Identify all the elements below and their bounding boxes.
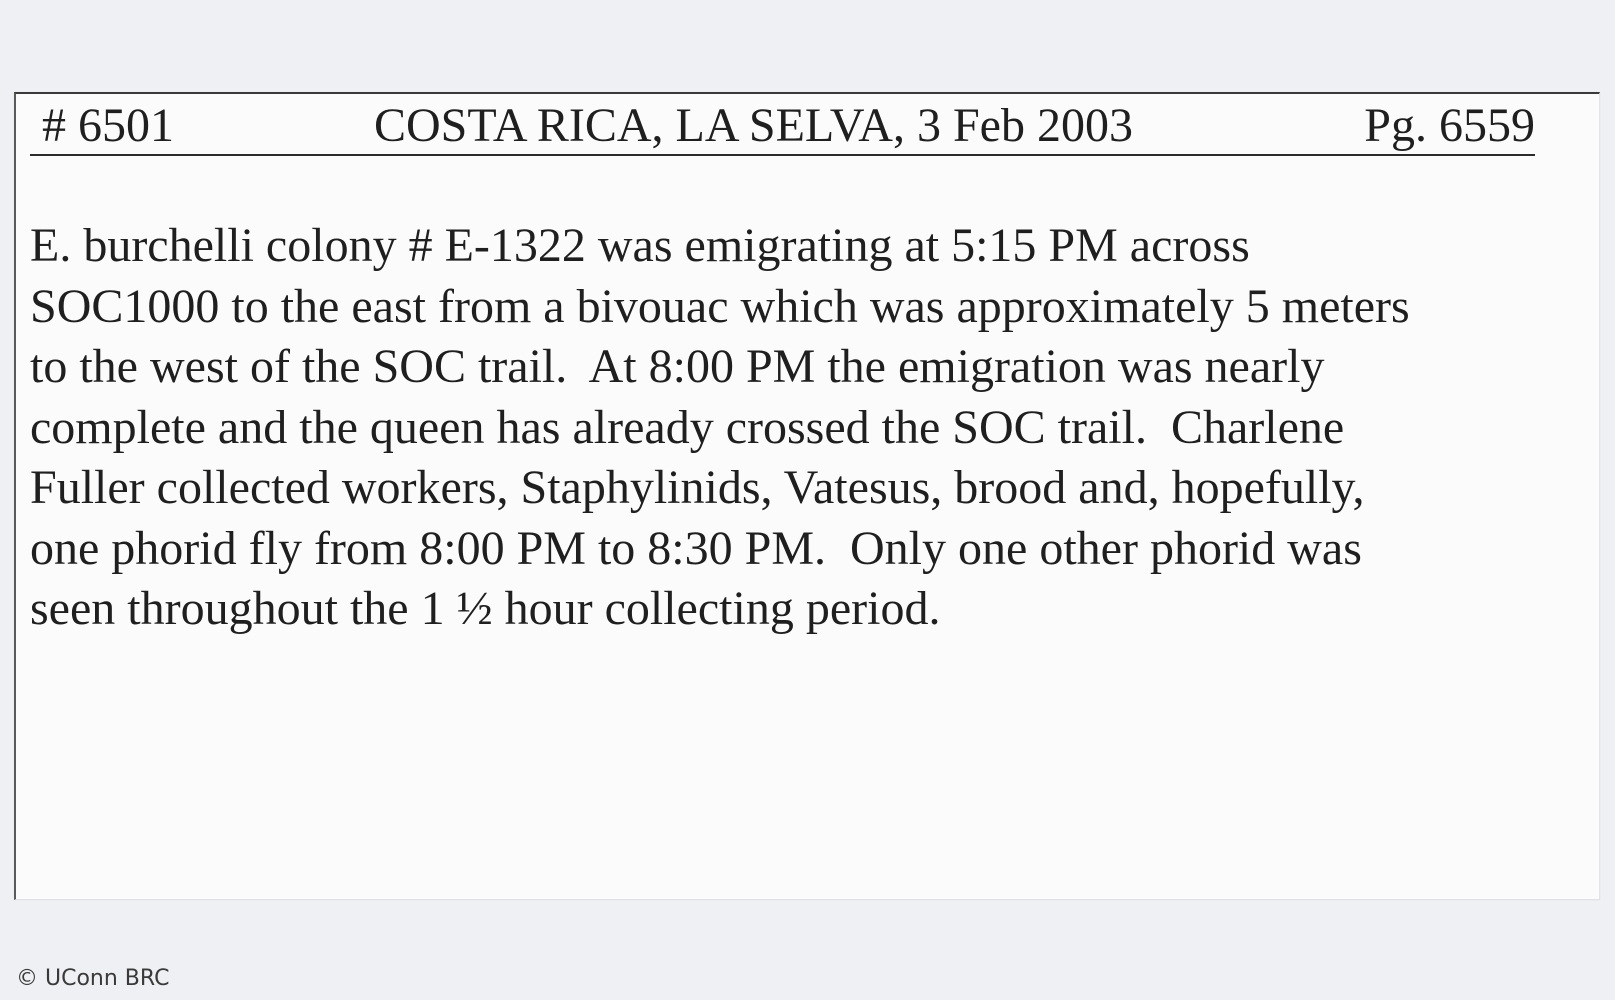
note-line: E. burchelli colony # E-1322 was emigrating at 5:15 PM across bbox=[30, 219, 1250, 272]
note-line: seen throughout the 1 ½ hour collecting period. bbox=[30, 582, 941, 635]
note-line: SOC1000 to the east from a bivouac which was approximately 5 meters bbox=[30, 279, 1410, 333]
record-id: # 6501 bbox=[42, 99, 174, 152]
card-header bbox=[30, 99, 1535, 156]
note-line: complete and the queen has already crossed the SOC trail. Charlene bbox=[30, 400, 1345, 454]
location-date: COSTA RICA, LA SELVA, 3 Feb 2003 bbox=[374, 99, 1133, 152]
note-line: one phorid fly from 8:00 PM to 8:30 PM. Only one other phorid was bbox=[30, 521, 1362, 575]
note-body bbox=[30, 216, 1590, 640]
page-number: Pg. 6559 bbox=[1364, 99, 1535, 152]
note-line: to the west of the SOC trail. At 8:00 PM the emigration was nearly bbox=[30, 340, 1325, 393]
note-card bbox=[14, 92, 1600, 900]
note-line: Fuller collected workers, Staphylinids, Vatesus, brood and, hopefully, bbox=[30, 461, 1365, 514]
copyright-credit: © UConn BRC bbox=[16, 966, 170, 991]
